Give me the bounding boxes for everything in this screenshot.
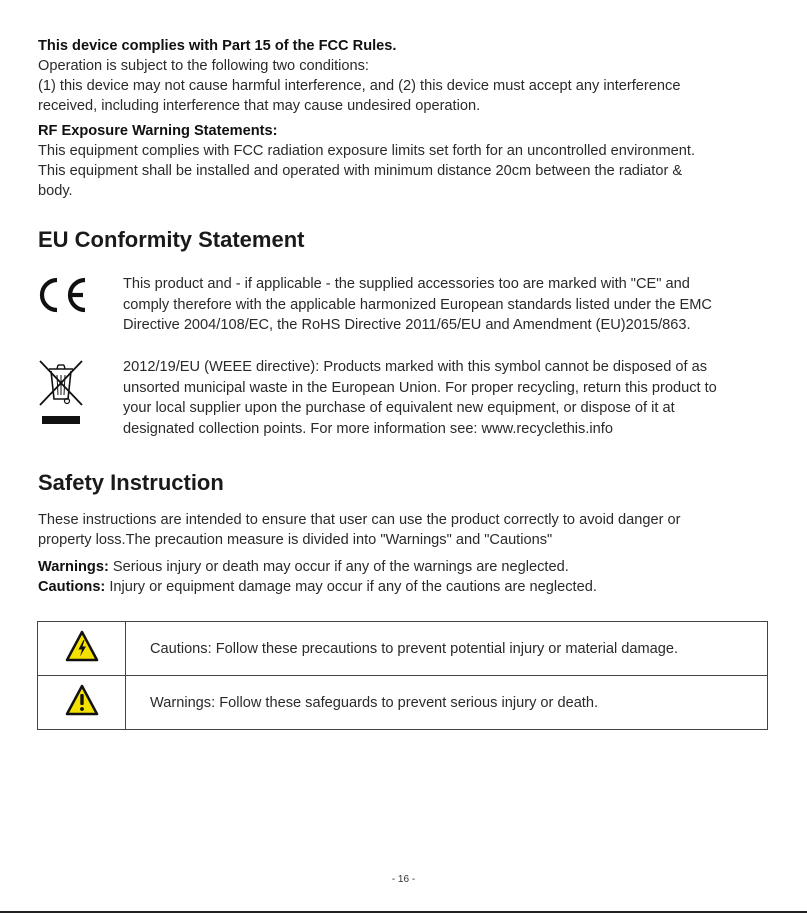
electric-hazard-triangle-icon (65, 649, 99, 666)
bottom-divider (0, 911, 807, 913)
rf-line-3: body. (38, 183, 73, 199)
cautions-definition (38, 577, 597, 597)
weee-crossed-bin-icon (37, 359, 85, 432)
safety-intro-line-2: property loss.The precaution measure is divided into "Warnings" and "Cautions" (38, 532, 553, 548)
fcc-line-1: Operation is subject to the following two conditions: (38, 58, 369, 74)
ce-mark-icon (38, 277, 88, 318)
safety-intro-line-1: These instructions are intended to ensure that user can use the product correctly to avoid danger or (38, 512, 681, 528)
ce-line-3: Directive 2004/108/EC, the RoHS Directive 2011/65/EU and Amendment (EU)2015/863. (123, 317, 691, 333)
cautions-table-text: Cautions: Follow these precautions to prevent potential injury or material damage. (126, 622, 768, 676)
cautions-text: Injury or equipment damage may occur if any of the cautions are neglected. (105, 579, 597, 595)
safety-instruction-heading: Safety Instruction (38, 470, 224, 495)
fcc-heading: This device complies with Part 15 of the FCC Rules. (38, 38, 397, 54)
fcc-line-2: (1) this device may not cause harmful interference, and (2) this device must accept any interference (38, 78, 681, 94)
rf-exposure-heading: RF Exposure Warning Statements: (38, 123, 278, 139)
warnings-text: Serious injury or death may occur if any of the warnings are neglected. (108, 559, 569, 575)
ce-statement (123, 274, 773, 336)
warnings-label: Warnings: (38, 559, 109, 575)
warnings-definition (38, 557, 569, 577)
rf-line-2: This equipment shall be installed and operated with minimum distance 20cm between the radiator & (38, 163, 683, 179)
exclamation-warning-triangle-icon (65, 703, 99, 720)
ce-line-2: comply therefore with the applicable harmonized European standards listed under the EMC (123, 296, 712, 313)
page-number: - 16 - (391, 874, 416, 885)
weee-line-4: designated collection points. For more information see: www.recyclethis.info (123, 420, 613, 437)
table-icon-cell (38, 676, 126, 730)
warnings-table-text: Warnings: Follow these safeguards to prevent serious injury or death. (126, 676, 768, 730)
rf-line-1: This equipment complies with FCC radiation exposure limits set forth for an uncontrolled environment. (38, 143, 696, 159)
eu-conformity-heading: EU Conformity Statement (38, 227, 305, 252)
weee-line-2: unsorted municipal waste in the European Union. For proper recycling, return this product to (123, 379, 717, 396)
weee-statement (123, 357, 773, 439)
table-row (38, 676, 768, 730)
ce-line-1: This product and - if applicable - the supplied accessories too are marked with "CE" and (123, 276, 690, 292)
fcc-line-3: received, including interference that may cause undesired operation. (38, 98, 481, 114)
weee-line-3: your local supplier upon the purchase of equivalent new equipment, or dispose of it at (123, 400, 675, 416)
table-row (38, 622, 768, 676)
weee-line-1: 2012/19/EU (WEEE directive): Products marked with this symbol cannot be disposed of as (123, 359, 708, 375)
table-icon-cell (38, 622, 126, 676)
safety-symbol-table (37, 621, 768, 730)
cautions-label: Cautions: (38, 579, 106, 595)
